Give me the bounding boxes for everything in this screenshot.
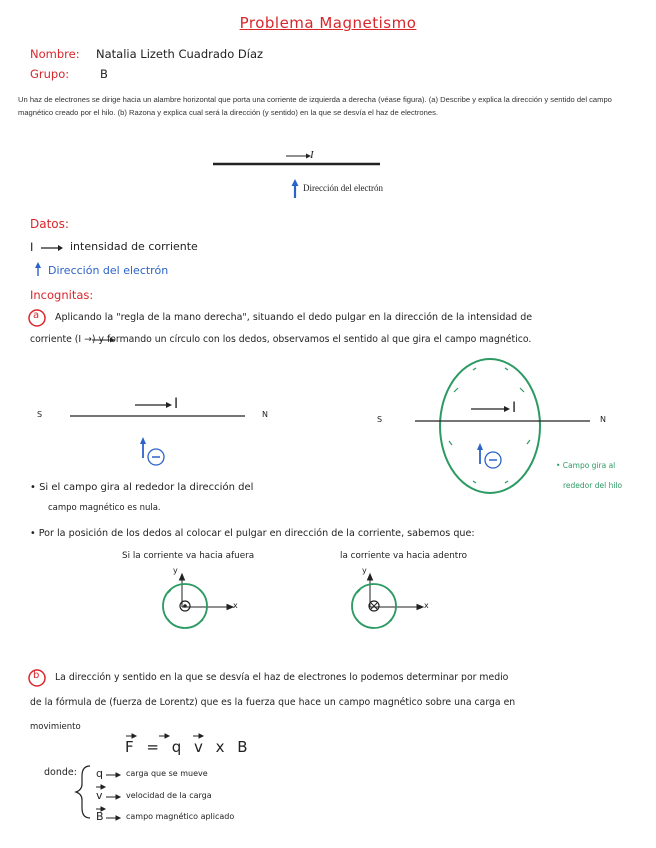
axis-right-x: x [424, 601, 429, 610]
figure-electron-arrow-head [292, 179, 299, 186]
case-in-label: la corriente va hacia adentro [340, 551, 468, 561]
right-pole-s: S [377, 415, 383, 424]
part-b-line3: movimiento [30, 722, 81, 732]
part-b-line1: La dirección y sentido en la que se desvía el haz de electrones lo podemos determinar por medio [55, 672, 509, 683]
datos-item1-symbol: I [30, 240, 34, 254]
right-field-loop [440, 359, 540, 493]
axis-left-x: x [233, 601, 238, 610]
axis-right-y: y [362, 566, 367, 575]
right-note-line2: rededor del hilo [563, 481, 623, 490]
def-symbol-v: v [96, 789, 103, 802]
field-direction-ticks [449, 368, 530, 483]
bullet2-line1: • Por la posición de los dedos al colocar el pulgar en dirección de la corriente, sabemos que: [30, 528, 475, 539]
datos-current-arrow-head [58, 245, 63, 251]
part-b-marker: b [33, 670, 40, 681]
group-value: B [100, 67, 108, 81]
bullet1-line2: campo magnético es nula. [48, 503, 161, 513]
datos-item1-text: intensidad de corriente [70, 240, 198, 253]
axis-left-y: y [173, 566, 178, 575]
figure-current-label: I [310, 149, 314, 161]
donde-label: donde: [44, 767, 77, 778]
right-pole-n: N [600, 415, 606, 424]
right-current-label: I [512, 400, 517, 416]
bullet1-line1: • Si el campo gira al rededor la dirección del [30, 482, 254, 493]
lorentz-formula: F = q v x B [125, 738, 252, 756]
def-symbol-b: B [96, 810, 104, 823]
left-pole-n: N [262, 410, 268, 419]
part-b-line2: de la fórmula de (fuerza de Lorentz) que es la fuerza que hace un campo magnético sobre una carga en [30, 697, 516, 708]
part-a-line1: Aplicando la "regla de la mano derecha", situando el dedo pulgar en la dirección de la intensidad de [55, 312, 533, 323]
def-text-v: velocidad de la carga [126, 791, 212, 800]
datos-electron-arrow-head [35, 262, 41, 268]
name-value: Natalia Lizeth Cuadrado Díaz [96, 47, 264, 61]
def-text-q: carga que se mueve [126, 769, 208, 778]
def-text-b: campo magnético aplicado [126, 812, 235, 821]
case-out-label: Si la corriente va hacia afuera [122, 551, 255, 561]
page-title: Problema Magnetismo [239, 14, 417, 32]
group-label: Grupo: [30, 67, 70, 81]
figure-electron-label: Dirección del electrón [303, 183, 383, 193]
datos-item2-text: Dirección del electrón [48, 264, 169, 277]
def-symbol-q: q [96, 767, 103, 780]
right-note-line1: • Campo gira al [556, 461, 616, 470]
left-current-label: I [174, 396, 179, 412]
name-label: Nombre: [30, 47, 80, 61]
defs-brace [76, 766, 90, 818]
left-pole-s: S [37, 410, 43, 419]
problem-statement: Un haz de electrones se dirige hacia un alambre horizontal que porta una corriente de izquierda a derecha (véase figura). (a) Describe y explica la dirección y sentido del campo magnético creado por el hilo. (b) Razona y explica cual será la dirección (y sentido) en la que se desvía el haz de electrones. [18, 95, 612, 117]
part-a-marker: a [33, 310, 40, 321]
part-a-line2: corriente (I →) y formando un círculo con los dedos, observamos el sentido al que gira el campo magnético. [30, 334, 532, 345]
datos-heading: Datos: [30, 217, 69, 231]
incognitas-heading: Incognitas: [30, 288, 94, 302]
